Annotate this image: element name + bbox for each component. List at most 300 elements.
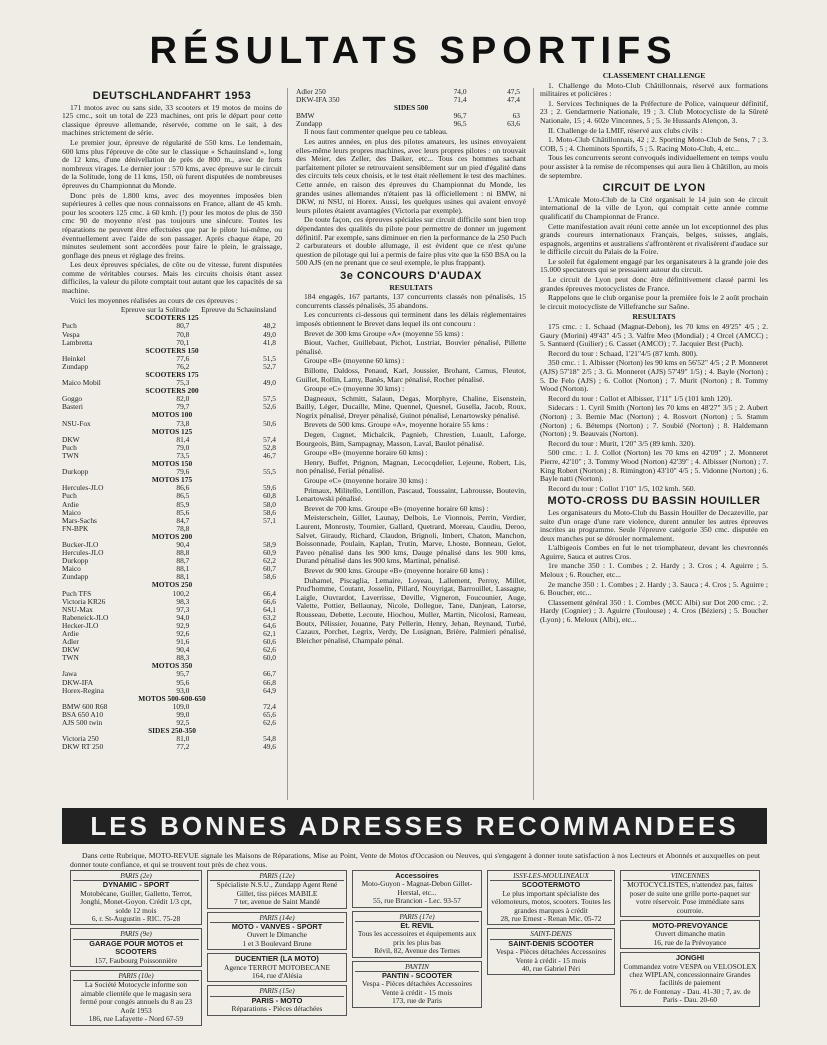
paragraph: 350 cmc. : 1. Albisser (Norton) les 90 kms en 56'52" 4/5 ; 2 P. Monneret (AJS) 57'18" 2/5 ; 3. G. Monneret (AJS) 57'49" 1/5) ; 4. Bayle (Norton) ; 5. De Felo (AJS) ; 6. Collot (Norton) ; 7. Murit (Norton) ; 8. Tommy Wood (Norton).	[540, 358, 768, 394]
ad-body: Commandez votre VESPA ou VELOSOLEX chez WIPLAN, concessionnaire Grandes facilités de paiement	[623, 961, 757, 988]
table-cell: DKW	[62, 434, 80, 444]
ad-title: MOTO-PREVOYANCE	[652, 921, 728, 931]
table-cell: AJS 500 twin	[62, 718, 103, 728]
ad-box	[620, 920, 760, 949]
paragraph: Record du tour : Murit, 1'20" 3/5 (89 kmh. 320).	[548, 438, 696, 448]
ad-box	[352, 911, 482, 958]
table-cell: Mars-Sachs	[62, 515, 97, 525]
table-cell: Adler	[62, 637, 79, 647]
paragraph: L'Amicale Moto-Club de la Cité organisait le 14 juin son 4e circuit international de la ville de Lyon, qui comptait cette année comme qualificatif du Championnat de France.	[540, 194, 768, 221]
paragraph: Brevet de 300 kms Groupe «A» (moyenne 55 kms) :	[304, 328, 464, 338]
ad-location: PANTIN	[355, 963, 479, 972]
table-cell: 92,9	[176, 620, 190, 630]
ad-body: Vespa - Pièces détachées Accessoires Vente à crédit - 15 mois	[362, 979, 472, 997]
table-cell: 109,0	[172, 701, 190, 711]
ad-box	[70, 870, 202, 925]
paragraph: Meisterschein, Gillet, Launay, Delbois, Le Vionnois, Perrin, Verdier, Laurent, Monrosty, Tournier, Gallard, Quetrard, Moreau, Caudiu, Deroo, Salvet, Giraudy, Richard, Claudon, Brignoli, Imbert, Chaton, Manchon, Boissonnade, Poulain, Kaplan, Trutin, Marve, Lhoste, Bonneau, Gelot, Paveo pénalisé dans les 900 kms, Dauge pénalisé dans les 900 kms, Durand pénalisé dans les 900 kms, Martinal, pénalisé.	[296, 513, 526, 566]
ad-body: Spécialiste N.S.U., Zundapp Agent René Gillet, tiss pièces MABILE	[216, 880, 338, 898]
ad-box	[207, 985, 347, 1015]
table-row	[62, 646, 282, 654]
ad-address: 157, Faubourg Poissonnière	[94, 955, 178, 965]
ad-box	[487, 870, 615, 925]
paragraph: Le soleil fut également engagé par les organisateurs à la grande joie des 15.000 spectateurs qui se pressaient autour du circuit.	[540, 256, 768, 275]
ad-box	[352, 870, 482, 908]
table-row	[62, 557, 282, 565]
ad-location: PARIS (14e)	[210, 914, 344, 923]
ad-address: 16, rue de la Prévoyance	[653, 937, 727, 947]
table-cell: 49,6	[263, 742, 276, 752]
table-cell: BMW 600 R68	[62, 701, 108, 711]
section-heading: CIRCUIT DE LYON	[602, 182, 706, 195]
table-cell: 72,4	[263, 701, 276, 711]
ad-address: 186, rue Lafayette - Nord 67-59	[88, 1014, 184, 1024]
article-lyon	[540, 70, 768, 803]
ad-body: Ouvert dimanche matin	[655, 929, 725, 939]
ad-title: DUCENTIER (LA MOTO)	[235, 954, 319, 964]
table-cell: 58,9	[263, 539, 276, 549]
table-cell: 63,2	[263, 612, 276, 622]
table-cell: 88,7	[176, 556, 190, 566]
paragraph: Record du tour : Collot et Albisser, 1'11" 1/5 (101 kmh 120).	[548, 393, 733, 403]
ad-body: Motobécane, Guiller, Galletto, Terrot, Jonghi, Monet-Goyon. Crédit 1/3 cpt, solde 12 mois	[80, 888, 192, 915]
classement-title: CLASSEMENT CHALLENGE	[602, 71, 706, 80]
ad-title: JONGHI	[675, 953, 705, 963]
table-cell: 95,6	[176, 677, 190, 687]
paragraph: Les deux épreuves spéciales, de côte ou de vitesse, furent disputées comme de véritables courses. Mais les circuits choisis étant assez difficiles, la valeur du pilote comptait tout autant que les capacités de sa machine.	[62, 260, 282, 296]
table-cell: 60,7	[263, 564, 276, 574]
table-row	[62, 670, 282, 678]
paragraph: Record du tour : Schaad, 1'21"4/5 (87 kmh. 800).	[548, 348, 698, 358]
article-body	[296, 128, 526, 268]
article-body	[540, 509, 768, 625]
ad-location: PARIS (15e)	[210, 987, 344, 996]
table-cell: Heinkel	[62, 353, 86, 363]
table-cell: Zundapp	[62, 572, 89, 582]
category-row: MOTOS 125	[151, 426, 193, 436]
paragraph: Les organisateurs du Moto-Club du Bassin Houiller de Decazeville, par suite d'un orage d'une rare violence, durent annuler les autres épreuves inscrites au programme. Seule l'épreuve catégorie 350 cmc. disputée en deux manches put se dérouler normalement.	[540, 507, 768, 543]
table-cell: Ardie	[62, 629, 79, 638]
ad-title: MOTO - VANVES - SPORT	[231, 922, 323, 932]
paragraph: 1re manche 350 : 1. Combes ; 2. Hardy ; 3. Cros ; 4. Aguirre ; 5. Meloux ; 6. Roucher, etc...	[540, 561, 768, 580]
paragraph: Degen, Cugnet, Michalcik, Pagnieb, Chrestien, Luault, Laforge, Bourgeois, Bim, Sampagnay, Masson, Laval, Baulot pénalisé.	[296, 430, 526, 448]
paragraph: Henry, Buffet, Prignon, Magnan, Lecocqdelier, Lejeune, Robert, Lis, non pénalisé, Ferial pénalisé.	[296, 457, 526, 476]
ad-box	[207, 953, 347, 982]
table-row	[62, 436, 282, 444]
table-cell: 90,4	[176, 645, 190, 655]
table-cell: Jawa	[62, 669, 77, 679]
ad-box	[70, 928, 202, 967]
table-cell: 73,5	[176, 450, 190, 460]
paragraph: Le circuit de Lyon peut donc être définitivement classé parmi les grandes épreuves motocyclistes de France.	[540, 275, 768, 293]
table-cell: Adler 250	[296, 88, 326, 96]
ad-body: Agence TERROT MOTOBECANE	[224, 962, 330, 972]
table-cell: 85,6	[176, 507, 190, 517]
ad-address: 40, rue Gabriel Péri	[521, 964, 581, 974]
table-cell: 88,8	[176, 548, 190, 558]
results-table	[62, 306, 282, 751]
table-cell: 86,5	[176, 491, 190, 501]
table-cell: 59,6	[263, 483, 276, 493]
article-body	[540, 82, 768, 181]
table-row	[62, 501, 282, 509]
table-cell: 52,8	[263, 442, 276, 452]
paragraph: Groupe «C» (moyenne 30 kms) :	[304, 384, 405, 394]
table-cell: TWN	[62, 653, 79, 663]
column-divider	[533, 88, 534, 800]
table-cell: 60,9	[263, 548, 276, 558]
table-row	[62, 638, 282, 646]
category-row: MOTOS 100	[151, 410, 193, 420]
table-cell: 86,6	[176, 483, 190, 493]
table-cell: Zundapp	[296, 119, 323, 129]
ad-location: SAINT-DENIS	[490, 930, 612, 939]
article-body	[540, 323, 768, 493]
paragraph: Rappelons que le club organise pour la première fois le 2 août prochain le circuit motocycliste de Villefranche sur Saône.	[540, 293, 768, 311]
paragraph: 171 motos avec ou sans side, 33 scooters et 19 motos de moins de 125 cmc., soit un total de 223 machines, ont pris le départ pour cette classique épreuve allemande, réservée, comme on le sait, à des machines strictement de série.	[62, 102, 282, 138]
table-cell: Hercules-JLO	[62, 483, 104, 493]
table-cell: 70,8	[176, 329, 190, 339]
section-heading: MOTO-CROSS DU BASSIN HOUILLER	[547, 495, 761, 508]
article-deutschlandfahrt	[62, 88, 282, 803]
table-cell: 47,4	[507, 95, 520, 105]
table-cell: NSU-Max	[62, 604, 93, 614]
table-cell: 66,8	[263, 677, 276, 687]
paragraph: De toute façon, ces épreuves spéciales sur circuit difficile sont bien trop dépendantes des qualités du pilote pour permettre de donner un jugement définitif. Par exemple, sans diminuer en rien la performance de la 250 Puch 2 carburateurs et double allumage, il est évident que ce n'est qu'une question de pilotage qui lui a permis de faire plus vite que la 650 BSA ou la 500 AJS (en ne prenant que ce seul exemple, le plus frappant).	[296, 215, 526, 268]
table-cell: Bucker-JLO	[62, 539, 99, 549]
category-row: MOTOS 250	[151, 580, 193, 590]
table-cell: 75,3	[176, 378, 190, 388]
table-cell: Rabeneick-JLO	[62, 612, 109, 622]
paragraph: Groupe «B» (moyenne 60 kms) :	[304, 356, 405, 366]
table-cell: 84,7	[176, 515, 190, 525]
category-row: SCOOTERS 150	[145, 345, 199, 355]
table-cell: BMW	[296, 111, 315, 121]
table-cell: 70,1	[176, 337, 190, 347]
paragraph: Le premier jour, épreuve de régularité de 550 kms. Le lendemain, 600 kms plus l'épreuve de côte sur le classique « Schauinsland », long de 12 kms, d'une dénivellation de près de 800 m., avec de forts nombreux virages. Le dernier jour : 570 kms, avec épreuve sur le circuit de la Solitude, long de 11 kms, 150, où furent disputées de nombreuses épreuves du Championnat du Monde.	[62, 137, 282, 190]
ad-address: 1 et 3 Boulevard Brune	[242, 938, 312, 948]
table-row	[62, 444, 282, 452]
table-cell: Basteri	[62, 402, 83, 412]
table-cell: Vespa	[62, 329, 80, 339]
table-cell: 77,2	[176, 742, 190, 752]
paragraph: Sidecars : 1. Cyril Smith (Norton) les 70 kms en 48'27" 3/5 ; 2. Aubert (Norton) ; 3. Bernie Mac (Norton) ; 4. Rosvort (Norton) ; 5. Stamm (Norton) ; 6. Bétemps (Norton) ; 7. Soubié (Norton) ; 8. Haldemann (Norton) ; 9. Beauvais (Norton).	[540, 403, 768, 439]
ad-body: La Société Motocycle informe son aimable clientèle que le magasin sera fermé pour congés annuels du 8 au 23 Août 1953	[79, 980, 193, 1015]
table-cell: Puch	[62, 321, 77, 331]
table-cell: 47,5	[507, 88, 520, 96]
table-cell: Hecker-JLO	[62, 620, 99, 630]
table-cell: 92,6	[176, 629, 190, 638]
table-row	[296, 112, 526, 120]
paragraph: Classement général 350 : 1. Combes (MCC Albi) sur Dot 200 cmc. ; 2. Hardy (Cognier) ; 3. Aguirre (Toulouse) ; 4. Cros (Béziers) ; 5. Boucher (Lyon) ; 6. Meloux (Albi), etc...	[540, 597, 768, 625]
table-cell: 60,8	[263, 491, 276, 501]
table-cell: 62,6	[263, 645, 276, 655]
ad-address: 28, rue Ernest - Renan Mic. 05-72	[500, 914, 602, 924]
table-cell: DKW	[62, 645, 80, 655]
ad-address: Révil, 82, Avenue des Ternes	[374, 946, 460, 956]
ad-column	[352, 870, 482, 1038]
page-title: RÉSULTATS SPORTIFS	[149, 30, 678, 72]
table-cell: 49,0	[263, 378, 276, 388]
table-cell: Puch TFS	[62, 588, 92, 598]
ad-column	[620, 870, 760, 1038]
table-cell: 98,3	[176, 596, 190, 606]
category-row: SCOOTERS 175	[145, 370, 199, 379]
paragraph: Brevet de 700 kms. Groupe «B» (moyenne horaire 60 kms) :	[304, 503, 489, 513]
table-cell: 66,7	[263, 669, 276, 679]
table-cell: 54,8	[263, 734, 276, 744]
table-cell: Maico	[62, 564, 81, 574]
table-cell: 57,4	[263, 434, 276, 444]
table-cell: 80,7	[176, 321, 190, 331]
table-row	[62, 322, 282, 330]
table-cell: FN-BPK	[62, 523, 89, 533]
table-cell: DKW RT 250	[62, 742, 104, 752]
table-cell: Durkopp	[62, 467, 89, 477]
table-cell: TWN	[62, 450, 79, 460]
ad-body: MOTOCYCLISTES, n'attendez pas, faites poser de suite une grille porte-paquet sur votre réservoir. Pose immédiate sans courroie.	[627, 880, 753, 915]
article-body	[296, 293, 526, 645]
table-cell: 94,0	[176, 612, 190, 622]
ad-column	[70, 870, 202, 1038]
table-cell: 82,0	[176, 394, 190, 404]
table-cell: 77,6	[176, 353, 190, 363]
ad-location: ISSY-LES-MOULINEAUX	[490, 872, 612, 881]
table-cell: 55,5	[263, 467, 276, 477]
table-cell: DKW-IFA 350	[296, 95, 340, 105]
category-row: MOTOS 175	[151, 475, 193, 485]
table-cell: 100,2	[172, 588, 190, 598]
table-cell: 79,6	[176, 467, 190, 477]
paragraph: 2e manche 350 : 1. Combes ; 2. Hardy ; 3. Sauca ; 4. Cros ; 5. Aguirre ; 6. Boucher, etc...	[540, 579, 768, 598]
table-cell: 79,7	[176, 402, 190, 412]
table-cell: 65,6	[263, 709, 276, 719]
category-row: SCOOTERS 125	[145, 313, 199, 323]
category-row: SIDES 500	[393, 103, 429, 113]
table-cell: 63,6	[507, 119, 520, 129]
table-cell: 58,6	[263, 572, 276, 582]
paragraph: 500 cmc. : 1. J. Collot (Norton) les 70 kms en 42'09" ; 2. Monneret Pierre, 42'10" ; 3. Tommy Wood (Norton) 42'39" ; 4. Albisser (Norton) ; 7. King Robert (Norton) ; 8. Rimington) 43'10" 4/5 ; 5. Vidonne (Norton) ; 6. Bayle natti (Norton).	[540, 448, 768, 484]
paragraph: Primaux, Militello, Lentillon, Pascaud, Toussaint, Labrousse, Boutevin, Lenartowski pénalisé.	[296, 485, 526, 504]
table-cell: 60,0	[263, 653, 276, 663]
table-row	[62, 743, 282, 751]
ad-box	[352, 961, 482, 1008]
results-label: RESULTATS	[632, 312, 676, 322]
table-cell: Goggo	[62, 394, 83, 404]
category-row: MOTOS 350	[151, 661, 193, 671]
table-cell: 46,7	[263, 450, 276, 460]
table-cell: 52,6	[263, 402, 276, 412]
table-cell: 62,1	[263, 629, 276, 638]
table-cell	[195, 525, 282, 533]
ad-location: PARIS (17e)	[355, 913, 479, 922]
paragraph: Groupe «C» (moyenne horaire 30 kms) :	[304, 476, 428, 486]
table-cell: Durkopp	[62, 556, 89, 566]
table-cell: Lambretta	[62, 337, 93, 347]
table-cell: 81,0	[176, 734, 190, 744]
paragraph: 1. Moto-Club Châtillonnais, 42 ; 2. Sporting Moto-Club de Sens, 7 ; 3. COB, 5 ; 4. Cheminots Sportifs, 5 ; 5. Racing Moto-Club, 4, etc...	[540, 135, 768, 153]
table-cell: 93,0	[176, 685, 190, 695]
ad-title: Et. REVIL	[400, 921, 434, 931]
table-row	[62, 622, 282, 630]
table-cell: 62,2	[263, 556, 276, 566]
table-cell: 99,0	[176, 709, 190, 719]
paragraph: Biout, Vacher, Guillebaut, Pichot, Lustriat, Bouvier pénalisé, Pillette pénalisé.	[296, 338, 526, 356]
table-cell: 66,6	[263, 596, 276, 606]
table-cell: 49,0	[263, 329, 276, 339]
ad-box	[620, 952, 760, 1006]
section-heading: DEUTSCHLANDFAHRT 1953	[92, 90, 252, 102]
ad-title: Accessoires	[395, 871, 439, 880]
table-row	[62, 549, 282, 557]
ad-title: GARAGE POUR MOTOS et SCOOTERS	[89, 938, 183, 957]
section-heading: 3e CONCOURS D'AUDAX	[340, 269, 482, 282]
category-row: MOTOS 150	[151, 459, 193, 469]
ad-body: Moto-Guyon - Magnat-Debon Gillet-Herstal, etc...	[361, 879, 473, 897]
table-cell: 71,4	[453, 95, 467, 105]
table-cell: Horex-Regina	[62, 685, 104, 695]
table-cell: 97,3	[176, 604, 190, 614]
paragraph: Dagneaux, Schmitt, Salaun, Degas, Morphyre, Chaline, Eisenstein, Bailly, Léger, Ducaille, Mine, Quennel, Quesnel, Gusella, Jacob, Roux, Nogrix pénalisé, Dreyer pénalisé, Guinot pénalisé, Lenartowsky pénalisé.	[296, 393, 526, 420]
results-label: RESULTATS	[389, 282, 433, 292]
table-row	[62, 484, 282, 492]
ad-address: 55, rue Brancion - Lec. 93-57	[373, 896, 461, 906]
table-cell: 81,4	[176, 434, 190, 444]
category-row: MOTOS 500-600-650	[138, 693, 206, 703]
table-cell: 57,1	[263, 515, 276, 525]
column-divider	[287, 88, 288, 800]
table-cell: 92,5	[176, 718, 190, 728]
paragraph: 1. Challenge du Moto-Club Châtillonnais, réservé aux formations militaires et policières :	[540, 80, 768, 99]
table-cell: Maico	[62, 507, 81, 517]
table-cell: 63	[512, 111, 520, 121]
ads-intro: Dans cette Rubrique, MOTO-REVUE signale les Maisons de Réparations, Mise au Point, Vente de Motos d'Occasion ou Neuves, qui s'engagent à donner toute satisfaction à nos Lecteurs et Abonnés et auxquelles on peut donner toute confiance, et qui se trouvent tout près de chez vous.	[70, 851, 760, 869]
table-cell: Ardie	[62, 499, 79, 509]
table-cell: 60,6	[263, 637, 276, 647]
ad-body: Tous les accessoires et équipements aux prix les plus bas	[357, 929, 477, 947]
table-cell: 85,9	[176, 499, 190, 509]
ad-location: PARIS (12e)	[210, 872, 344, 881]
paragraph: 1. Services Techniques de la Préfecture de Police, vainqueur définitif, 23 ; 2. Gendarmerie Nationale, 19 ; 3. Club Motocycliste de la Sûreté Nationale, 15 ; 4. 602e Vincennes, 5 ; 5. 3e Hussards Alençon, 3.	[540, 98, 768, 125]
table-cell: 57,5	[263, 394, 276, 404]
table-cell: 64,9	[263, 685, 276, 695]
ad-box	[207, 912, 347, 951]
paragraph: Cette manifestation avait réuni cette année un lot exceptionnel des plus grands coureurs internationaux Français, belges, suisses, anglais, espagnols, argentins et australiens s'affrontèrent et rivalisèrent d'audace sur le difficile circuit du Palais de la Foire.	[540, 221, 768, 257]
category-row: SIDES 250-350	[148, 726, 196, 736]
table-cell: DKW-IFA	[62, 677, 94, 687]
paragraph: Voici les moyennes réalisées au cours de ces épreuves :	[70, 295, 238, 305]
ad-location: PARIS (9e)	[73, 930, 199, 939]
table-row	[62, 630, 282, 638]
results-table	[296, 88, 526, 128]
ad-address: 173, rue de Paris	[392, 996, 442, 1006]
ad-location: VINCENNES	[623, 872, 757, 881]
paragraph: Groupe «B» (moyenne horaire 60 kms) :	[304, 448, 428, 458]
paragraph: L'albigeois Combes en fut le net triomphateur, devant les chevronnés Aguirre, Sauca et autres Cros.	[540, 543, 768, 561]
ad-title: DYNAMIC - SPORT	[102, 880, 170, 890]
ad-address: 76 r. de Fontenay - Dau. 41-30 ; 7, av. de Paris - Dau. 20-60	[629, 986, 751, 1005]
table-row	[62, 331, 282, 339]
table-cell: Puch	[62, 491, 77, 501]
table-row	[62, 355, 282, 363]
ad-column	[207, 870, 347, 1038]
table-header: Epreuve du Schauinsland	[201, 305, 277, 315]
table-cell: 96,7	[453, 111, 467, 121]
category-row: MOTOS 200	[151, 531, 193, 541]
paragraph: Les autres années, en plus des pilotes amateurs, les usines envoyaient elles-même leurs propres machines, avec leurs propres pilotes : on trouvait des Meier, des Zeller, des Daiker, etc... Tous ces hommes sachant parfaitement piloter se retrouvaient sensiblement sur un pied d'égalité dans des circuits tels ceux choisis, et le test était réellement le test des machines. Cette année, en raison des épreuves du Championnat du Monde, les grandes usines allemandes n'étaient pas là officiellement : ni BMW, ni DKW, ni NSU, ni Horex. Aussi, les quelques usines qui avaient envoyé leurs pilotes étaient avantagées (Victoria par exemple).	[296, 137, 526, 215]
table-cell: 66,4	[263, 588, 276, 598]
ad-location: PARIS (10e)	[73, 972, 199, 981]
paragraph: Billotte, Daldoss, Penaud, Karl, Joussier, Brohant, Camus, Fleutot, Guillet, Rollin, Lamy, Banès, Marc pénalisé, Rocher pénalisé.	[296, 365, 526, 384]
ad-address: 7 ter, avenue de Saint Mandé	[234, 897, 320, 907]
table-cell: 41,8	[263, 337, 276, 347]
table-cell: NSU-Fox	[62, 418, 91, 428]
ad-address: 6, r. St-Augustin - RIC. 75-28	[91, 914, 181, 924]
paragraph: Donc près de 1.800 kms, avec des moyennes imposées bien supérieures à celles que nous connaissons en France, allant de 45 kmh. pour les scooters 125 cmc. à 60 kmh. (!) pour les motos de plus de 350 cmc 90 de moyenne n'est pas toujours une sinécure. Toutes les réparations ne peuvent être effectuées que par le pilote lui-même, ou éventuellement avec l'aide de son passager. Après chaque étape, 20 minutes seulement sont accordées pour faire le plein, le graissage, gonflage des pneus et réglage des freins.	[62, 190, 282, 260]
table-row	[62, 395, 282, 403]
ad-title: PANTIN - SCOOTER	[381, 971, 453, 981]
table-cell: Victoria KR26	[62, 596, 106, 606]
table-cell: Zundapp	[62, 361, 89, 371]
ad-title: PARIS - MOTO	[251, 995, 303, 1005]
ad-title: SCOOTERMOTO	[521, 880, 581, 890]
table-cell: 58,0	[263, 499, 276, 509]
paragraph: Brevet de 900 kms. Groupe «B» (moyenne horaire 60 kms) :	[304, 565, 489, 575]
paragraph: Record du tour : Collot 1'10" 1/5, 102 kmh. 560.	[548, 483, 696, 493]
ad-body: Le plus important spécialiste des vélomoteurs, motos, scooters. Toutes les grandes marques à crédit	[491, 888, 611, 915]
table-cell: 96,5	[453, 119, 467, 129]
ad-box	[487, 928, 615, 975]
table-cell: 51,5	[263, 353, 276, 363]
table-cell: 79,0	[176, 442, 190, 452]
table-cell: Puch	[62, 442, 77, 452]
paragraph: Tous les concurrents seront convoqués individuellement en temps voulu pour assister à la remise de récompenses qui aura lieu à Châtillon, au mois de septembre.	[540, 153, 768, 180]
table-cell: 90,4	[176, 539, 190, 549]
article-body	[62, 104, 282, 306]
table-cell: 76,2	[176, 361, 190, 371]
table-cell: 74,0	[453, 88, 467, 96]
table-cell: 62,6	[263, 718, 276, 728]
table-cell: 50,6	[263, 418, 276, 428]
table-cell: 88,1	[176, 564, 190, 574]
paragraph: Brevets de 500 kms. Groupe «A», moyenne horaire 55 kms :	[304, 420, 489, 430]
ad-column	[487, 870, 615, 1038]
article-body	[540, 196, 768, 312]
table-cell: 58,6	[263, 507, 276, 517]
paragraph: Il nous faut commenter quelque peu ce tableau.	[304, 127, 448, 137]
table-cell: 52,7	[263, 361, 276, 371]
ad-box	[70, 970, 202, 1025]
table-cell: 48,2	[263, 321, 276, 331]
table-cell: BSA 650 A10	[62, 709, 104, 719]
table-cell: Maico Mobil	[62, 378, 101, 388]
table-cell: 73,8	[176, 418, 190, 428]
paragraph: 184 engagés, 167 partants, 137 concurrents classés non pénalisés, 15 concurrents classés pénalisés, 35 abandons.	[296, 292, 526, 310]
ad-box	[207, 870, 347, 909]
table-header: Epreuve sur la Solitude	[120, 305, 190, 315]
paragraph: 175 cmc. : 1. Schaad (Magnat-Debon), les 70 kms en 49'25" 4/5 ; 2. Gaury (Morini) 49'43" 4/5 ; 3. Valfre Meo (Mondial) ; 4 Orcel (AMCC) ; 5. Santuerd (Guilier) ; 6. Casset (AMCO) ; 7. Jacquier Brst (Puch).	[540, 322, 768, 349]
table-cell: 88,3	[176, 653, 190, 663]
ad-box	[620, 870, 760, 917]
table-cell: Victoria 250	[62, 734, 99, 744]
table-row	[62, 598, 282, 606]
table-cell: 88,1	[176, 572, 190, 582]
paragraph: Les concurrents ci-dessous qui terminent dans les délais réglementaires imposés obtiennent le Brevet dans lequel ils ont concouru :	[296, 310, 526, 328]
table-cell: 95,7	[176, 669, 190, 679]
article-audax	[296, 88, 526, 803]
ads-banner: LES BONNES ADRESSES RECOMMANDEES	[62, 808, 767, 844]
ad-body: Vespa - Pièces détachées Accessoires Vente à crédit - 15 mois	[496, 947, 606, 965]
table-cell: 64,6	[263, 620, 276, 630]
